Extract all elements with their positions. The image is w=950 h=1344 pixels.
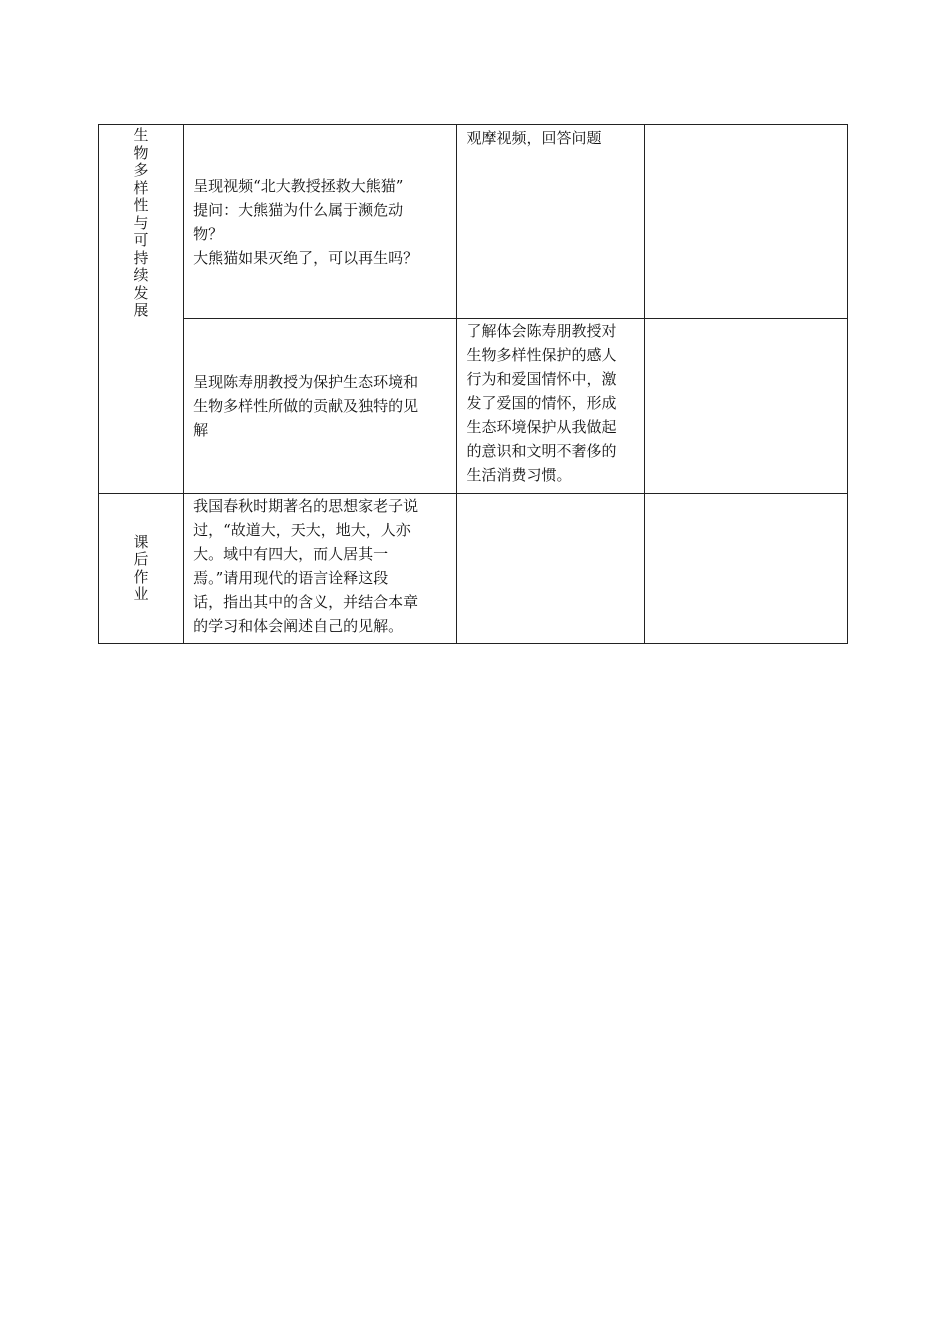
text-line: 生物多样性保护的感人 [466,346,617,364]
section-char: 业 [133,585,149,603]
notes-cell [644,125,847,319]
section-label-cell [99,125,184,494]
text-line: 观摩视频，回答问题 [466,129,602,147]
section-label-biodiversity [99,125,183,320]
section-char: 生 [133,126,149,144]
section-char: 样 [133,178,149,197]
lesson-plan-table [98,124,848,644]
section-char: 物 [133,143,149,162]
section-char: 后 [133,550,149,568]
notes-cell [644,494,847,644]
section-char: 发 [133,283,149,302]
section-char: 持 [133,248,149,267]
text-line: 呈现陈寿朋教授为保护生态环境和 [193,373,419,391]
student-activity-cell [457,125,644,319]
text-line: 大。域中有四大，而人居其一 [193,545,389,563]
text-line: 生态环境保护从我做起 [466,418,617,436]
student-activity-professor [457,319,643,487]
text-line: 提问：大熊猫为什么属于濒危动 [193,200,404,219]
student-activity-cell [457,494,644,644]
text-line: 话，指出其中的含义，并结合本章 [193,593,419,611]
text-line: 物？ [193,224,224,243]
text-line: 的意识和文明不奢侈的 [466,442,617,460]
text-line: 生物多样性所做的贡献及独特的见 [193,397,419,415]
teacher-activity-cell [184,319,457,494]
section-char: 续 [133,266,149,284]
text-line: 了解体会陈寿朋教授对 [466,322,617,340]
text-line: 生活消费习惯。 [466,466,572,484]
section-label-cell [99,494,184,644]
section-char: 作 [133,567,149,586]
teacher-activity-cell [184,125,457,319]
section-label-homework [99,534,183,604]
student-activity-cell [457,319,644,494]
teacher-activity-professor [184,370,456,442]
section-char: 可 [133,231,149,249]
text-line: 过，“故道大，天大，地大，人亦 [193,521,411,539]
homework-text [184,494,456,638]
section-char: 性 [133,196,149,214]
text-line: 的学习和体会阐述自己的见解。 [193,617,404,635]
notes-cell [644,319,847,494]
teacher-activity-cell [184,494,457,644]
text-line: 我国春秋时期著名的思想家老子说 [193,497,419,515]
text-line: 焉。”请用现代的语言诠释这段 [193,569,389,587]
section-char: 多 [133,161,149,179]
section-char: 课 [133,532,149,551]
text-line: 呈现视频“北大教授拯救大熊猫” [193,176,404,195]
text-line: 行为和爱国情怀中，激 [466,370,617,388]
text-line: 解 [193,421,209,439]
student-activity-video [457,125,643,150]
section-char: 与 [133,213,149,232]
text-line: 发了爱国的情怀，形成 [466,394,617,412]
section-char: 展 [133,301,149,319]
teacher-activity-video [184,174,456,270]
text-line: 大熊猫如果灭绝了，可以再生吗？ [193,248,419,267]
